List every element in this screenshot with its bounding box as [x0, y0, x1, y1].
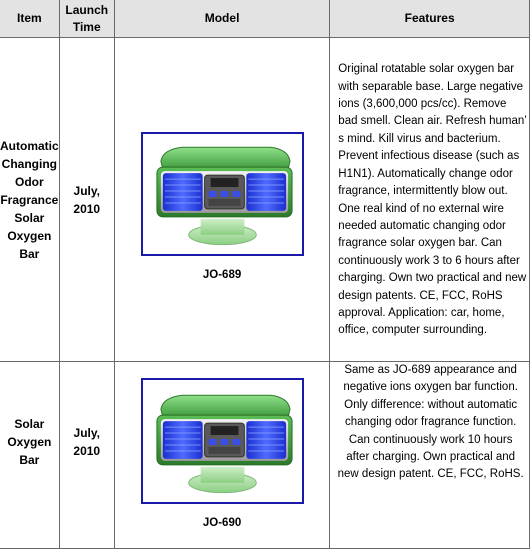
launch-time-cell: July, 2010 [59, 38, 114, 362]
model-cell [114, 38, 329, 362]
item-cell: Solar Oxygen Bar [0, 362, 59, 549]
solar-oxygen-bar-image [143, 380, 302, 502]
header-row [0, 0, 530, 38]
header-features: Features [330, 0, 530, 38]
model-cell [114, 362, 329, 549]
solar-oxygen-bar-image [143, 134, 302, 254]
features-cell: Original rotatable solar oxygen bar with separable base. Large negative ions (3,600,000 pcs/cc). Remove bad smell. Clean air. Refresh human’ s mind. Kill virus and bacterium. Prevent infectious disease (such as H1N1). Automatically change odor fragrance, intermittently blow out. One real kind of no external wire needed automatic changing odor fragrance solar oxygen bar. Can continuously work 3 to 6 hours after charging. Own two practical and new design patents. CE, FCC, RoHS approval. Application: car, home, office, computer surrounding. [330, 38, 530, 362]
product-image-frame [141, 378, 304, 504]
product-image-frame [141, 132, 304, 256]
header-launch-time: Launch Time [59, 0, 114, 38]
header-item: Item [0, 0, 59, 38]
launch-time-cell: July, 2010 [59, 362, 114, 549]
header-model: Model [114, 0, 329, 38]
item-cell: Automatic Changing Odor Fragrance Solar Oxygen Bar [0, 38, 59, 362]
table-row [0, 362, 530, 549]
model-code: JO-689 [202, 269, 242, 281]
model-code: JO-690 [202, 517, 242, 529]
features-cell: Same as JO-689 appearance and negative ions oxygen bar function. Only difference: without automatic changing odor fragrance function. Can continuously work 10 hours after charging. Own practical and new design patent. CE, FCC, RoHS. [330, 362, 530, 549]
table-row [0, 38, 530, 362]
